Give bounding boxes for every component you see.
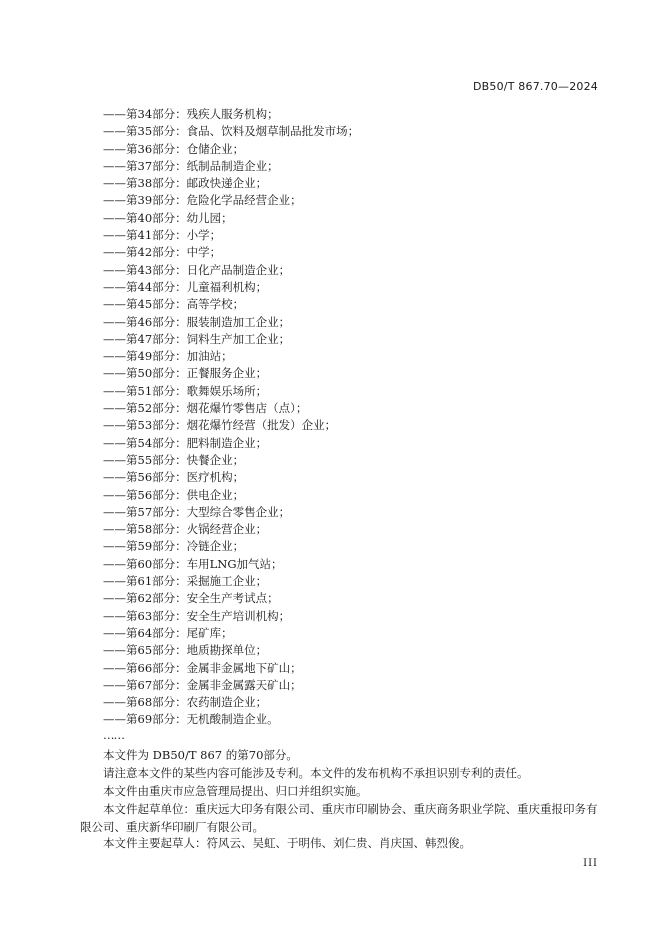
part-list-item: ——第41部分：小学； — [103, 228, 222, 243]
part-list-item: ——第69部分：无机酸制造企业。 — [103, 712, 279, 727]
part-list-item: ——第45部分：高等学校； — [103, 297, 245, 312]
patent-notice: 请注意本文件的某些内容可能涉及专利。本文件的发布机构不承担识别专利的责任。 — [103, 766, 529, 780]
part-list-item: ——第65部分：地质勘探单位； — [103, 643, 268, 658]
parts-list — [103, 106, 359, 729]
part-list-item: ——第64部分：尾矿库； — [103, 625, 233, 640]
part-list-item: ——第51部分：歌舞娱乐场所； — [103, 383, 268, 398]
part-list-item: ——第67部分：金属非金属露天矿山； — [103, 677, 302, 692]
part-list-item: ——第56部分：医疗机构； — [103, 470, 245, 485]
part-list-item: ——第58部分：火锅经营企业； — [103, 522, 268, 537]
main-drafters: 本文件主要起草人：符风云、吴虹、于明伟、刘仁贵、肖庆国、韩烈俊。 — [103, 836, 471, 850]
part-list-item: ——第59部分：冷链企业； — [103, 539, 245, 554]
part-list-item: ——第54部分：肥料制造企业； — [103, 435, 268, 450]
part-list-item: ——第40部分：幼儿园； — [103, 210, 233, 225]
part-list-item: ——第56部分：供电企业； — [103, 487, 245, 502]
part-list-item: ——第61部分：采掘施工企业； — [103, 574, 268, 589]
part-list-item: ——第46部分：服装制造加工企业； — [103, 314, 291, 329]
document-code-header: DB50/T 867.70—2024 — [472, 80, 598, 93]
page-number: III — [583, 858, 598, 869]
part-list-item: ——第68部分：农药制造企业； — [103, 695, 268, 710]
part-statement: 本文件为 DB50/T 867 的第70部分。 — [103, 748, 298, 762]
part-list-item: ——第66部分：金属非金属地下矿山； — [103, 660, 302, 675]
part-list-item: ——第63部分：安全生产培训机构； — [103, 608, 291, 623]
part-list-item: ——第57部分：大型综合零售企业； — [103, 504, 291, 519]
part-list-item: ——第43部分：日化产品制造企业； — [103, 262, 291, 277]
part-list-item: ——第60部分：车用LNG加气站； — [103, 556, 283, 571]
part-list-item: ——第35部分：食品、饮料及烟草制品批发市场； — [103, 124, 360, 139]
part-list-item: ——第37部分：纸制品制造企业； — [103, 158, 279, 173]
drafting-units: 本文件起草单位：重庆远大印务有限公司、重庆市印刷协会、重庆商务职业学院、重庆重报印务有限公司、重庆新华印刷厂有限公司。 — [80, 802, 598, 834]
part-list-item: ——第34部分：残疾人服务机构； — [103, 107, 279, 121]
part-list-item: ——第62部分：安全生产考试点； — [103, 591, 279, 606]
part-list-item: ——第55部分：快餐企业； — [103, 452, 245, 467]
part-list-item: ——第44部分：儿童福利机构； — [103, 279, 268, 294]
part-list-item: ——第49部分：加油站； — [103, 349, 233, 364]
part-list-item: ——第39部分：危险化学品经营企业； — [103, 193, 302, 208]
part-list-item: ——第38部分：邮政快递企业； — [103, 176, 268, 191]
part-list-item: ——第50部分：正餐服务企业； — [103, 366, 268, 381]
part-list-item: ——第53部分：烟花爆竹经营（批发）企业； — [103, 418, 337, 433]
part-list-item: ——第52部分：烟花爆竹零售店（点）； — [103, 401, 308, 416]
proposer-statement: 本文件由重庆市应急管理局提出、归口并组织实施。 — [103, 784, 368, 798]
part-list-item: ——第47部分：饲料生产加工企业； — [103, 331, 291, 346]
part-list-item: ——第42部分：中学； — [103, 245, 222, 260]
list-ellipsis: …… — [103, 728, 124, 742]
part-list-item: ——第36部分：仓储企业； — [103, 141, 245, 156]
